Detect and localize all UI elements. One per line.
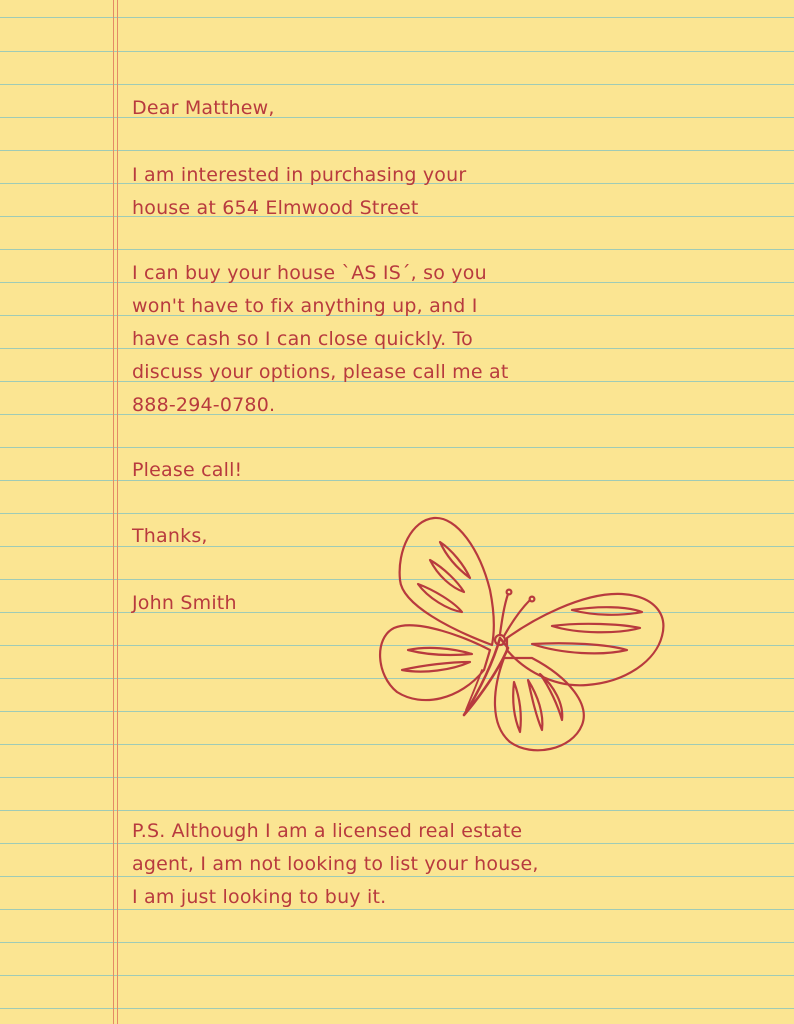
- text-line: won't have to fix anything up, and I: [132, 295, 478, 317]
- text-line: I am interested in purchasing your: [132, 164, 467, 186]
- text-line: I can buy your house `AS IS´, so you: [132, 262, 487, 284]
- margin-line: [117, 0, 118, 1024]
- butterfly-icon: [372, 510, 672, 760]
- phone-number: 888-294-0780.: [132, 394, 276, 416]
- postscript: [132, 815, 539, 914]
- offer-paragraph: [132, 257, 509, 422]
- text-line: discuss your options, please call me at: [132, 361, 509, 383]
- text-line: house at 654 Elmwood Street: [132, 197, 419, 219]
- greeting: Dear Matthew,: [132, 97, 275, 119]
- text-line: have cash so I can close quickly. To: [132, 328, 474, 350]
- plea-line: Please call!: [132, 459, 243, 481]
- text-line: I am just looking to buy it.: [132, 886, 387, 908]
- margin-line: [113, 0, 114, 1024]
- text-line: agent, I am not looking to list your house,: [132, 853, 539, 875]
- interest-paragraph: [132, 159, 466, 225]
- text-line: P.S. Although I am a licensed real estate: [132, 820, 523, 842]
- closing: Thanks,: [132, 525, 208, 547]
- signature: John Smith: [132, 592, 237, 614]
